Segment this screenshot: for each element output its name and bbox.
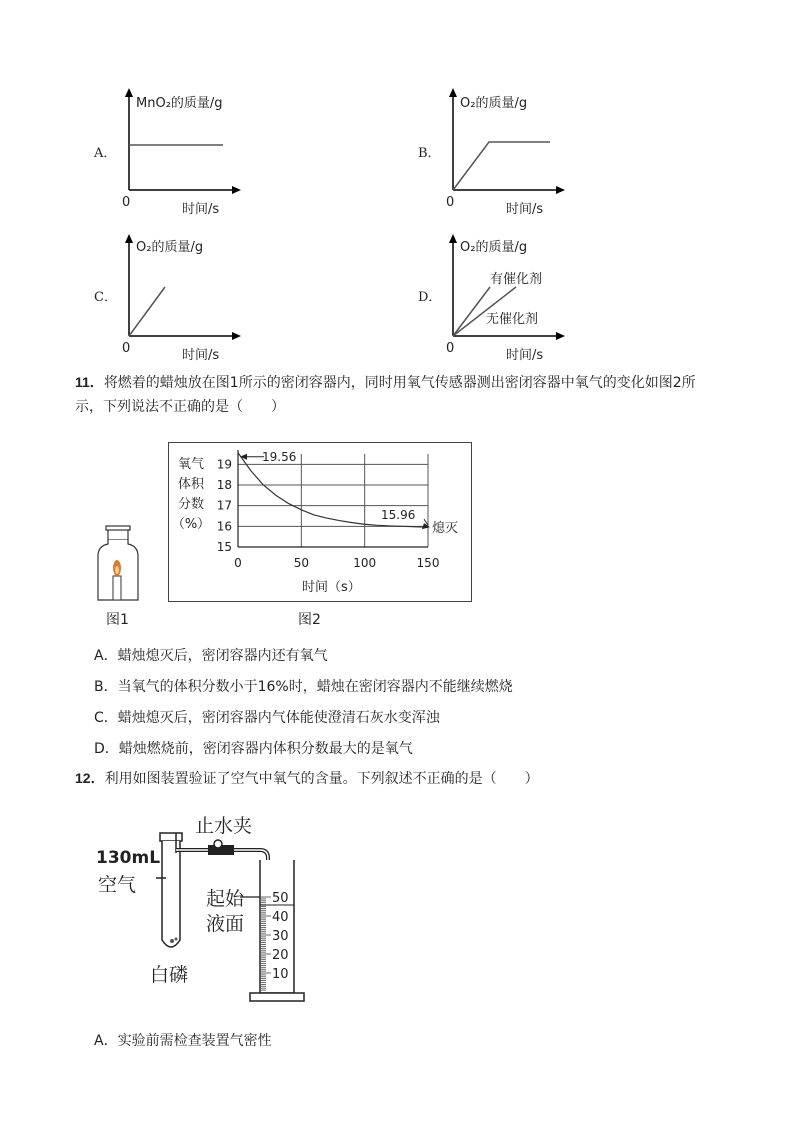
option-d-xlabel: 时间/s xyxy=(506,348,544,363)
apparatus-diagram xyxy=(96,808,306,1008)
x-tick-label: 150 xyxy=(416,556,440,570)
chart-annotation-out: 熄灭 xyxy=(432,521,459,536)
apparatus-label-air: 空气 xyxy=(98,874,137,896)
apparatus-label-clamp: 止水夹 xyxy=(195,815,253,837)
question-11-option-a: A．蜡烛熄灭后，密闭容器内还有氧气 xyxy=(94,648,328,664)
figure-1-caption: 图1 xyxy=(106,612,129,628)
option-c-ylabel: O₂的质量/g xyxy=(136,240,204,255)
option-d-label-no-catalyst: 无催化剂 xyxy=(486,312,539,327)
y-tick-label: 18 xyxy=(216,478,232,492)
apparatus-label-volume: 130mL xyxy=(96,848,161,868)
question-11-option-d: D．蜡烛燃烧前，密闭容器内体积分数最大的是氧气 xyxy=(94,741,413,757)
chart-ylabel-line3: 分数 xyxy=(177,497,204,512)
option-b-origin: 0 xyxy=(446,195,455,210)
chart-ylabel-line1: 氧气 xyxy=(177,457,204,472)
option-a-origin: 0 xyxy=(122,195,131,210)
cylinder-mark-label: 40 xyxy=(272,910,289,925)
figure-2-caption: 图2 xyxy=(298,612,321,628)
x-tick-label: 0 xyxy=(234,556,242,570)
cylinder-mark-label: 30 xyxy=(272,929,289,944)
option-a-graph xyxy=(90,82,260,217)
question-12-option-a: A．实验前需检查装置气密性 xyxy=(94,1033,272,1049)
option-b-line xyxy=(453,142,550,190)
chart-ylabel-line4: （%） xyxy=(171,517,211,532)
cylinder-mark-label: 50 xyxy=(272,891,289,906)
option-a-xlabel: 时间/s xyxy=(182,202,220,217)
figure-1-candle-bottle xyxy=(96,522,146,602)
chart-grid xyxy=(238,454,428,547)
chart-annotation-end: 15.96 xyxy=(381,508,416,522)
option-c-graph xyxy=(90,228,260,363)
question-11-text-line2: 示，下列说法不正确的是（ ） xyxy=(75,399,285,415)
option-c-origin: 0 xyxy=(122,341,131,356)
option-d-ylabel: O₂的质量/g xyxy=(460,240,528,255)
question-11-stem xyxy=(75,370,735,419)
question-11-option-c: C．蜡烛熄灭后，密闭容器内气体能使澄清石灰水变浑浊 xyxy=(94,710,440,726)
option-c-line xyxy=(129,287,165,336)
option-b-ylabel: O₂的质量/g xyxy=(460,96,528,111)
option-a-letter: A． xyxy=(94,146,117,161)
option-b-graph xyxy=(414,82,584,217)
chart-annotation-start: 19.56 xyxy=(262,450,297,464)
question-11-text-line1: 将燃着的蜡烛放在图1所示的密闭容器内，同时用氧气传感器测出密闭容器中氧气的变化如图2所 xyxy=(103,375,696,391)
option-d-letter: D． xyxy=(418,290,442,305)
question-12-text: 利用如图装置验证了空气中氧气的含量。下列叙述不正确的是（ ） xyxy=(104,771,539,787)
option-b-xlabel: 时间/s xyxy=(506,202,544,217)
chart-ylabel xyxy=(171,455,211,535)
cylinder-mark-label: 20 xyxy=(272,948,289,963)
question-11-number: 11． xyxy=(75,374,104,390)
y-tick-label: 16 xyxy=(216,519,232,534)
y-tick-label: 15 xyxy=(216,540,232,554)
option-a-ylabel: MnO₂的质量/g xyxy=(136,96,223,111)
question-11-option-b: B．当氧气的体积分数小于16%时，蜡烛在密闭容器内不能继续燃烧 xyxy=(94,679,513,695)
x-tick-label: 100 xyxy=(353,556,377,570)
chart-ylabel-line2: 体积 xyxy=(177,477,204,492)
question-12-number: 12． xyxy=(75,770,105,786)
question-12-stem xyxy=(75,766,735,791)
apparatus-label-level-1: 起始 xyxy=(206,888,245,910)
option-d-origin: 0 xyxy=(446,341,455,356)
start-arrow-head xyxy=(240,454,247,460)
water-clamp xyxy=(208,840,234,855)
option-c-xlabel: 时间/s xyxy=(182,348,220,363)
option-d-graph xyxy=(414,228,584,363)
x-tick-label: 50 xyxy=(293,556,309,570)
option-d-label-catalyst: 有催化剂 xyxy=(490,272,543,287)
y-tick-label: 17 xyxy=(216,498,232,513)
chart-xlabel: 时间（s） xyxy=(302,580,361,595)
apparatus-label-level-2: 液面 xyxy=(206,913,245,935)
option-c-letter: C． xyxy=(94,290,117,305)
option-b-letter: B． xyxy=(418,146,441,161)
end-arrow-head xyxy=(422,523,430,529)
cylinder-mark-label: 10 xyxy=(272,967,289,982)
apparatus-label-phosphorus: 白磷 xyxy=(150,964,189,986)
y-tick-label: 19 xyxy=(216,457,232,472)
